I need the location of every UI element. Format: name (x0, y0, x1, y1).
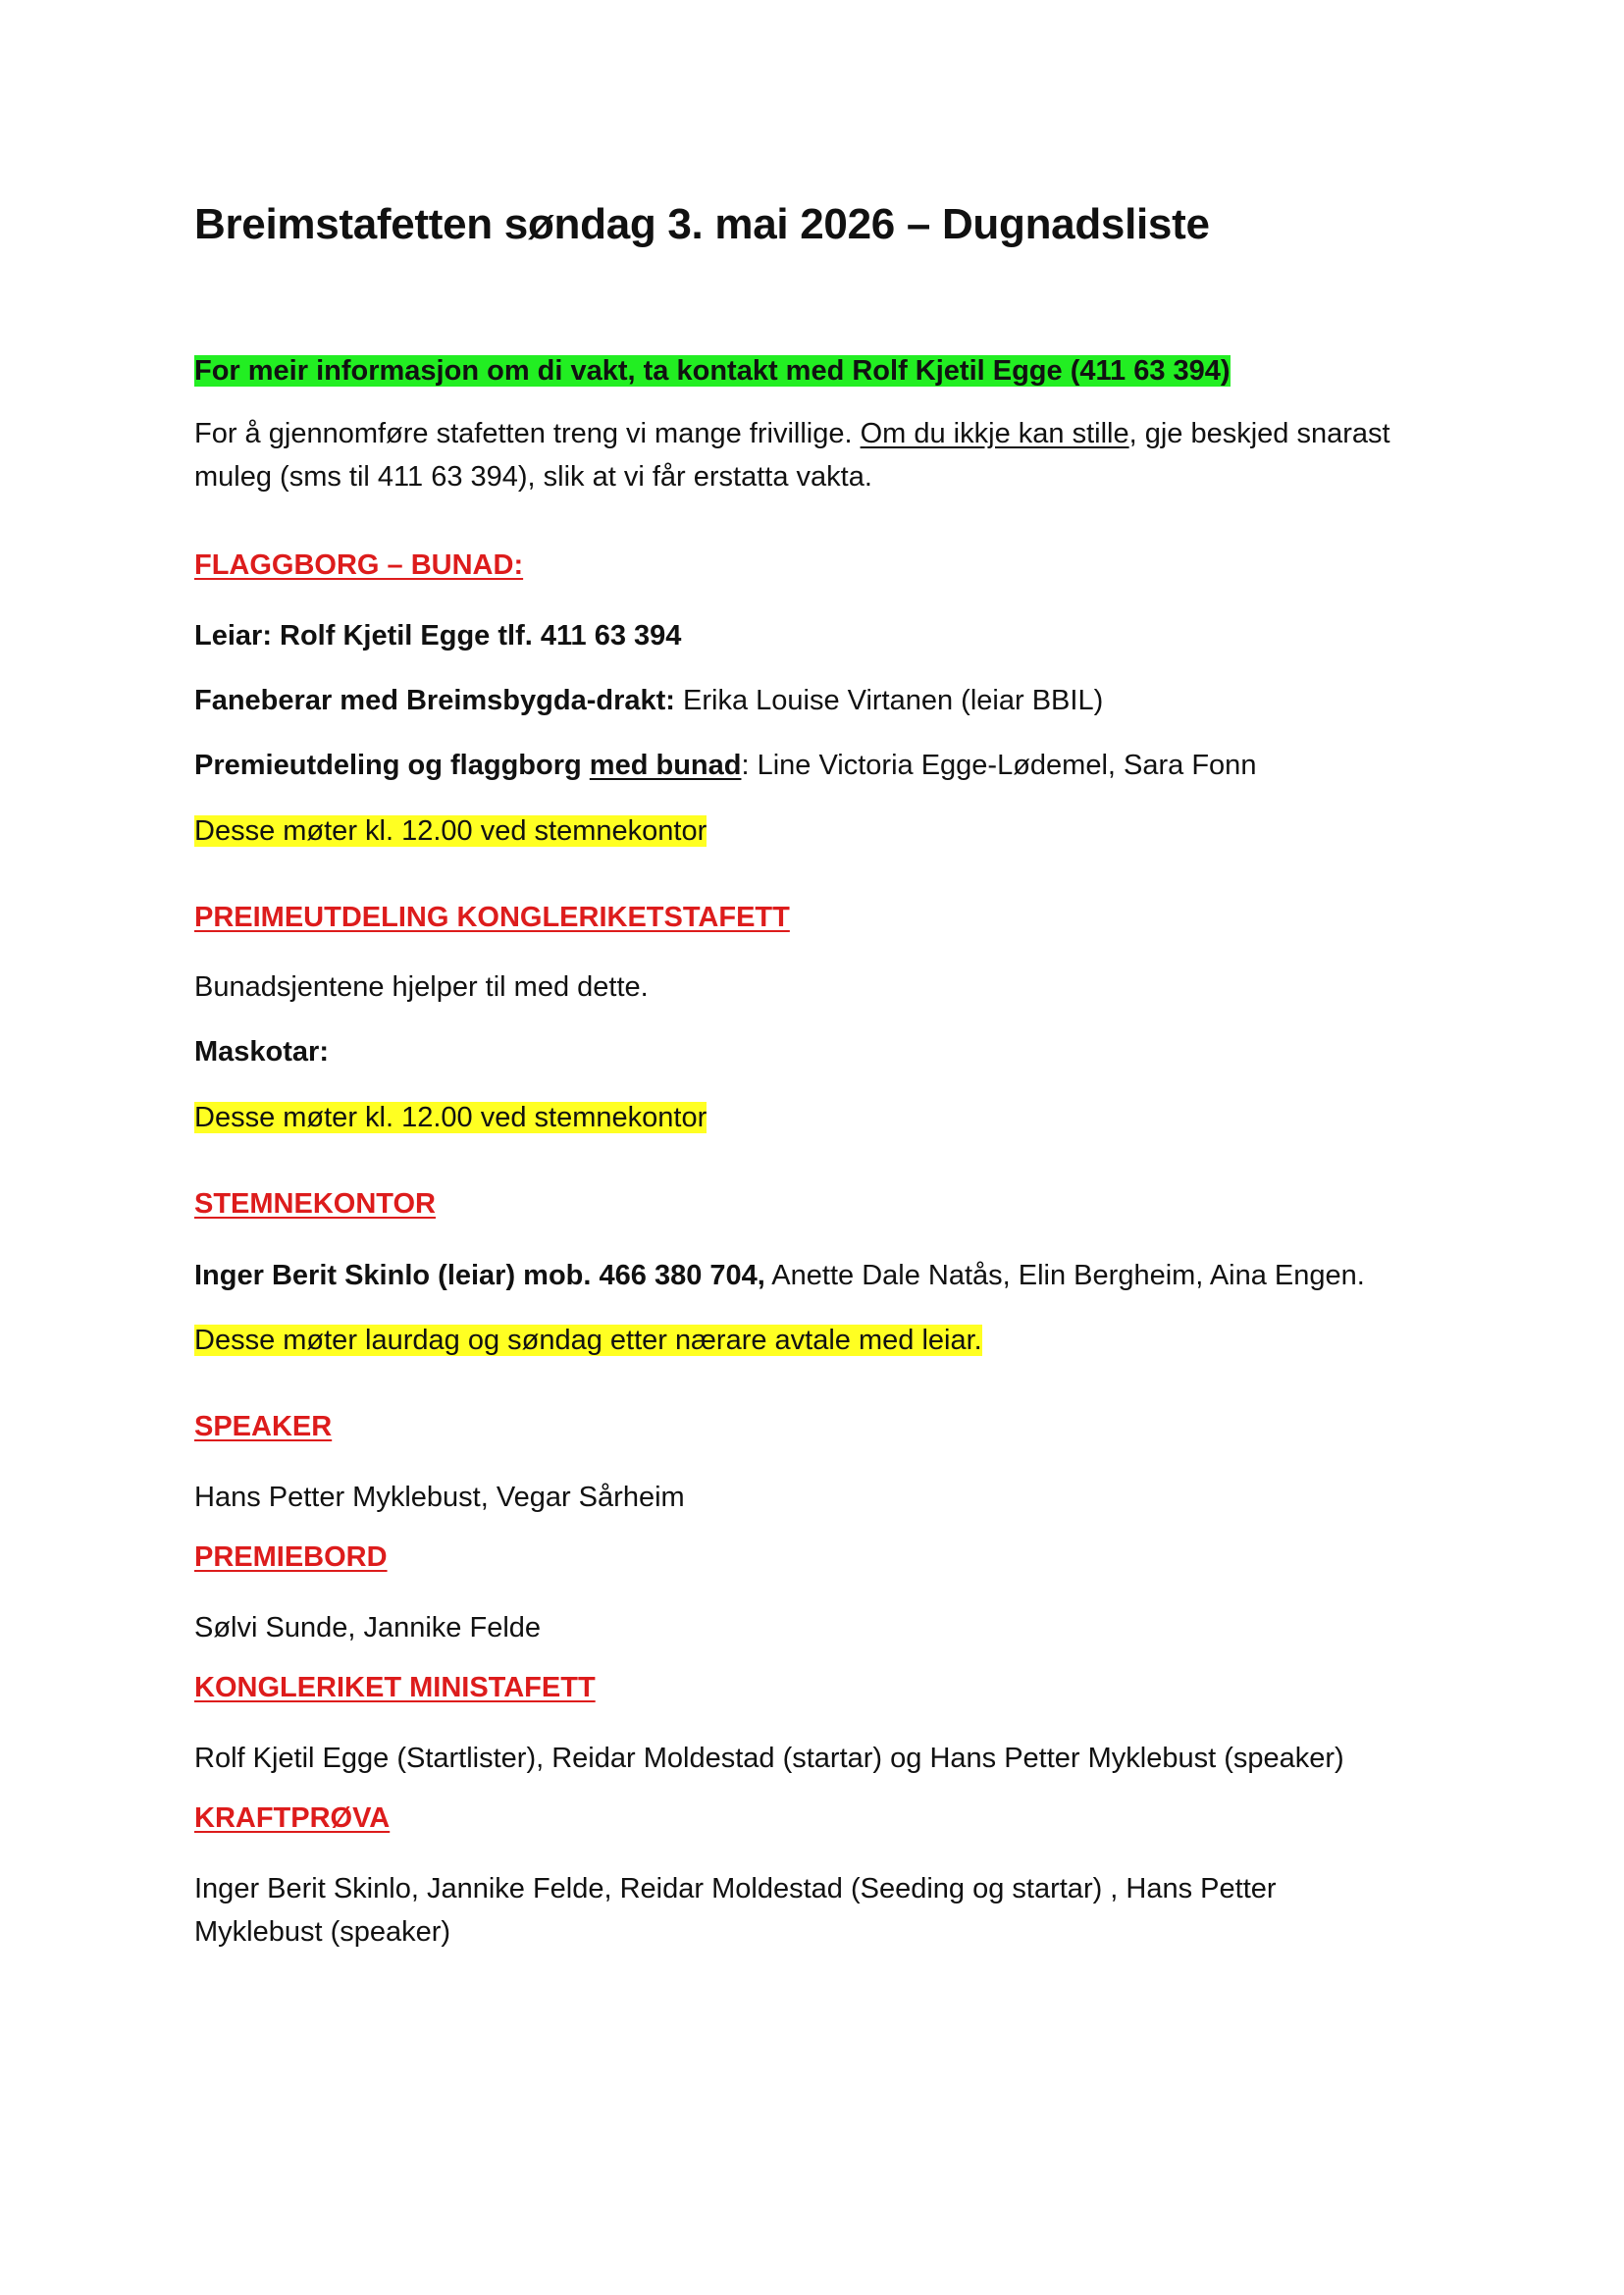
prize-names: : Line Victoria Egge-Lødemel, Sara Fonn (741, 750, 1257, 781)
premiebord-names: Sølvi Sunde, Jannike Felde (194, 1612, 542, 1643)
heading-stemnekontor: STEMNEKONTOR (194, 1188, 436, 1220)
prize-label-bunad: med bunad (589, 750, 742, 781)
intro-text-start: For å gjennomføre stafetten treng vi mange frivillige. (194, 418, 861, 449)
flaggborg-leader: Leiar: Rolf Kjetil Egge tlf. 411 63 394 (194, 620, 682, 652)
stemnekontor-meet-line (194, 1319, 982, 1362)
mascots-label: Maskotar: (194, 1036, 329, 1068)
premieutdeling-meet-line (194, 1096, 707, 1139)
intro-paragraph (194, 412, 1411, 498)
heading-flaggborg: FLAGGBORG – BUNAD: (194, 549, 524, 581)
stemnekontor-staff (194, 1254, 1365, 1297)
intro-underlined-text: Om du ikkje kan stille (860, 418, 1129, 449)
kraftprova-names: Inger Berit Skinlo, Jannike Felde, Reidar Moldestad (Seeding og startar) , Hans Petter Myklebust (speaker) (194, 1873, 1277, 1948)
heading-premieutdeling: PREIMEUTDELING KONGLERIKETSTAFETT (194, 902, 790, 933)
stemnekontor-meet-highlight: Desse møter laurdag og søndag etter nærare avtale med leiar. (194, 1325, 982, 1356)
stemnekontor-others: Anette Dale Natås, Elin Bergheim, Aina Engen. (764, 1260, 1365, 1291)
intro-text-end: , gje beskjed snarast muleg (sms til 411 63 394), slik at vi får erstatta vakta. (194, 418, 1390, 493)
page-title: Breimstafetten søndag 3. mai 2026 – Dugnadsliste (194, 200, 1210, 248)
stemnekontor-leader: Inger Berit Skinlo (leiar) mob. 466 380 704, (194, 1260, 765, 1291)
flagbearer-names: Erika Louise Virtanen (leiar BBIL) (674, 685, 1104, 716)
contact-info-highlight: For meir informasjon om di vakt, ta kontakt med Rolf Kjetil Egge (411 63 394) (194, 355, 1231, 387)
heading-premiebord: PREMIEBORD (194, 1541, 388, 1573)
ministafett-names: Rolf Kjetil Egge (Startlister), Reidar Moldestad (startar) og Hans Petter Myklebust (speaker) (194, 1743, 1344, 1774)
premieutdeling-meet-highlight: Desse møter kl. 12.00 ved stemnekontor (194, 1102, 707, 1133)
prize-flaggborg-line (194, 744, 1256, 787)
flaggborg-meet-line (194, 809, 707, 853)
flagbearer-line (194, 679, 1103, 722)
heading-kraftprova: KRAFTPRØVA (194, 1802, 391, 1834)
contact-info-line (194, 349, 1231, 392)
flagbearer-label: Faneberar med Breimsbygda-drakt: (194, 685, 675, 716)
heading-ministafett: KONGLERIKET MINISTAFETT (194, 1672, 596, 1703)
flaggborg-meet-highlight: Desse møter kl. 12.00 ved stemnekontor (194, 815, 707, 847)
premieutdeling-text: Bunadsjentene hjelper til med dette. (194, 971, 649, 1003)
prize-label: Premieutdeling og flaggborg (194, 750, 590, 781)
heading-speaker: SPEAKER (194, 1411, 333, 1442)
speaker-names: Hans Petter Myklebust, Vegar Sårheim (194, 1482, 685, 1513)
